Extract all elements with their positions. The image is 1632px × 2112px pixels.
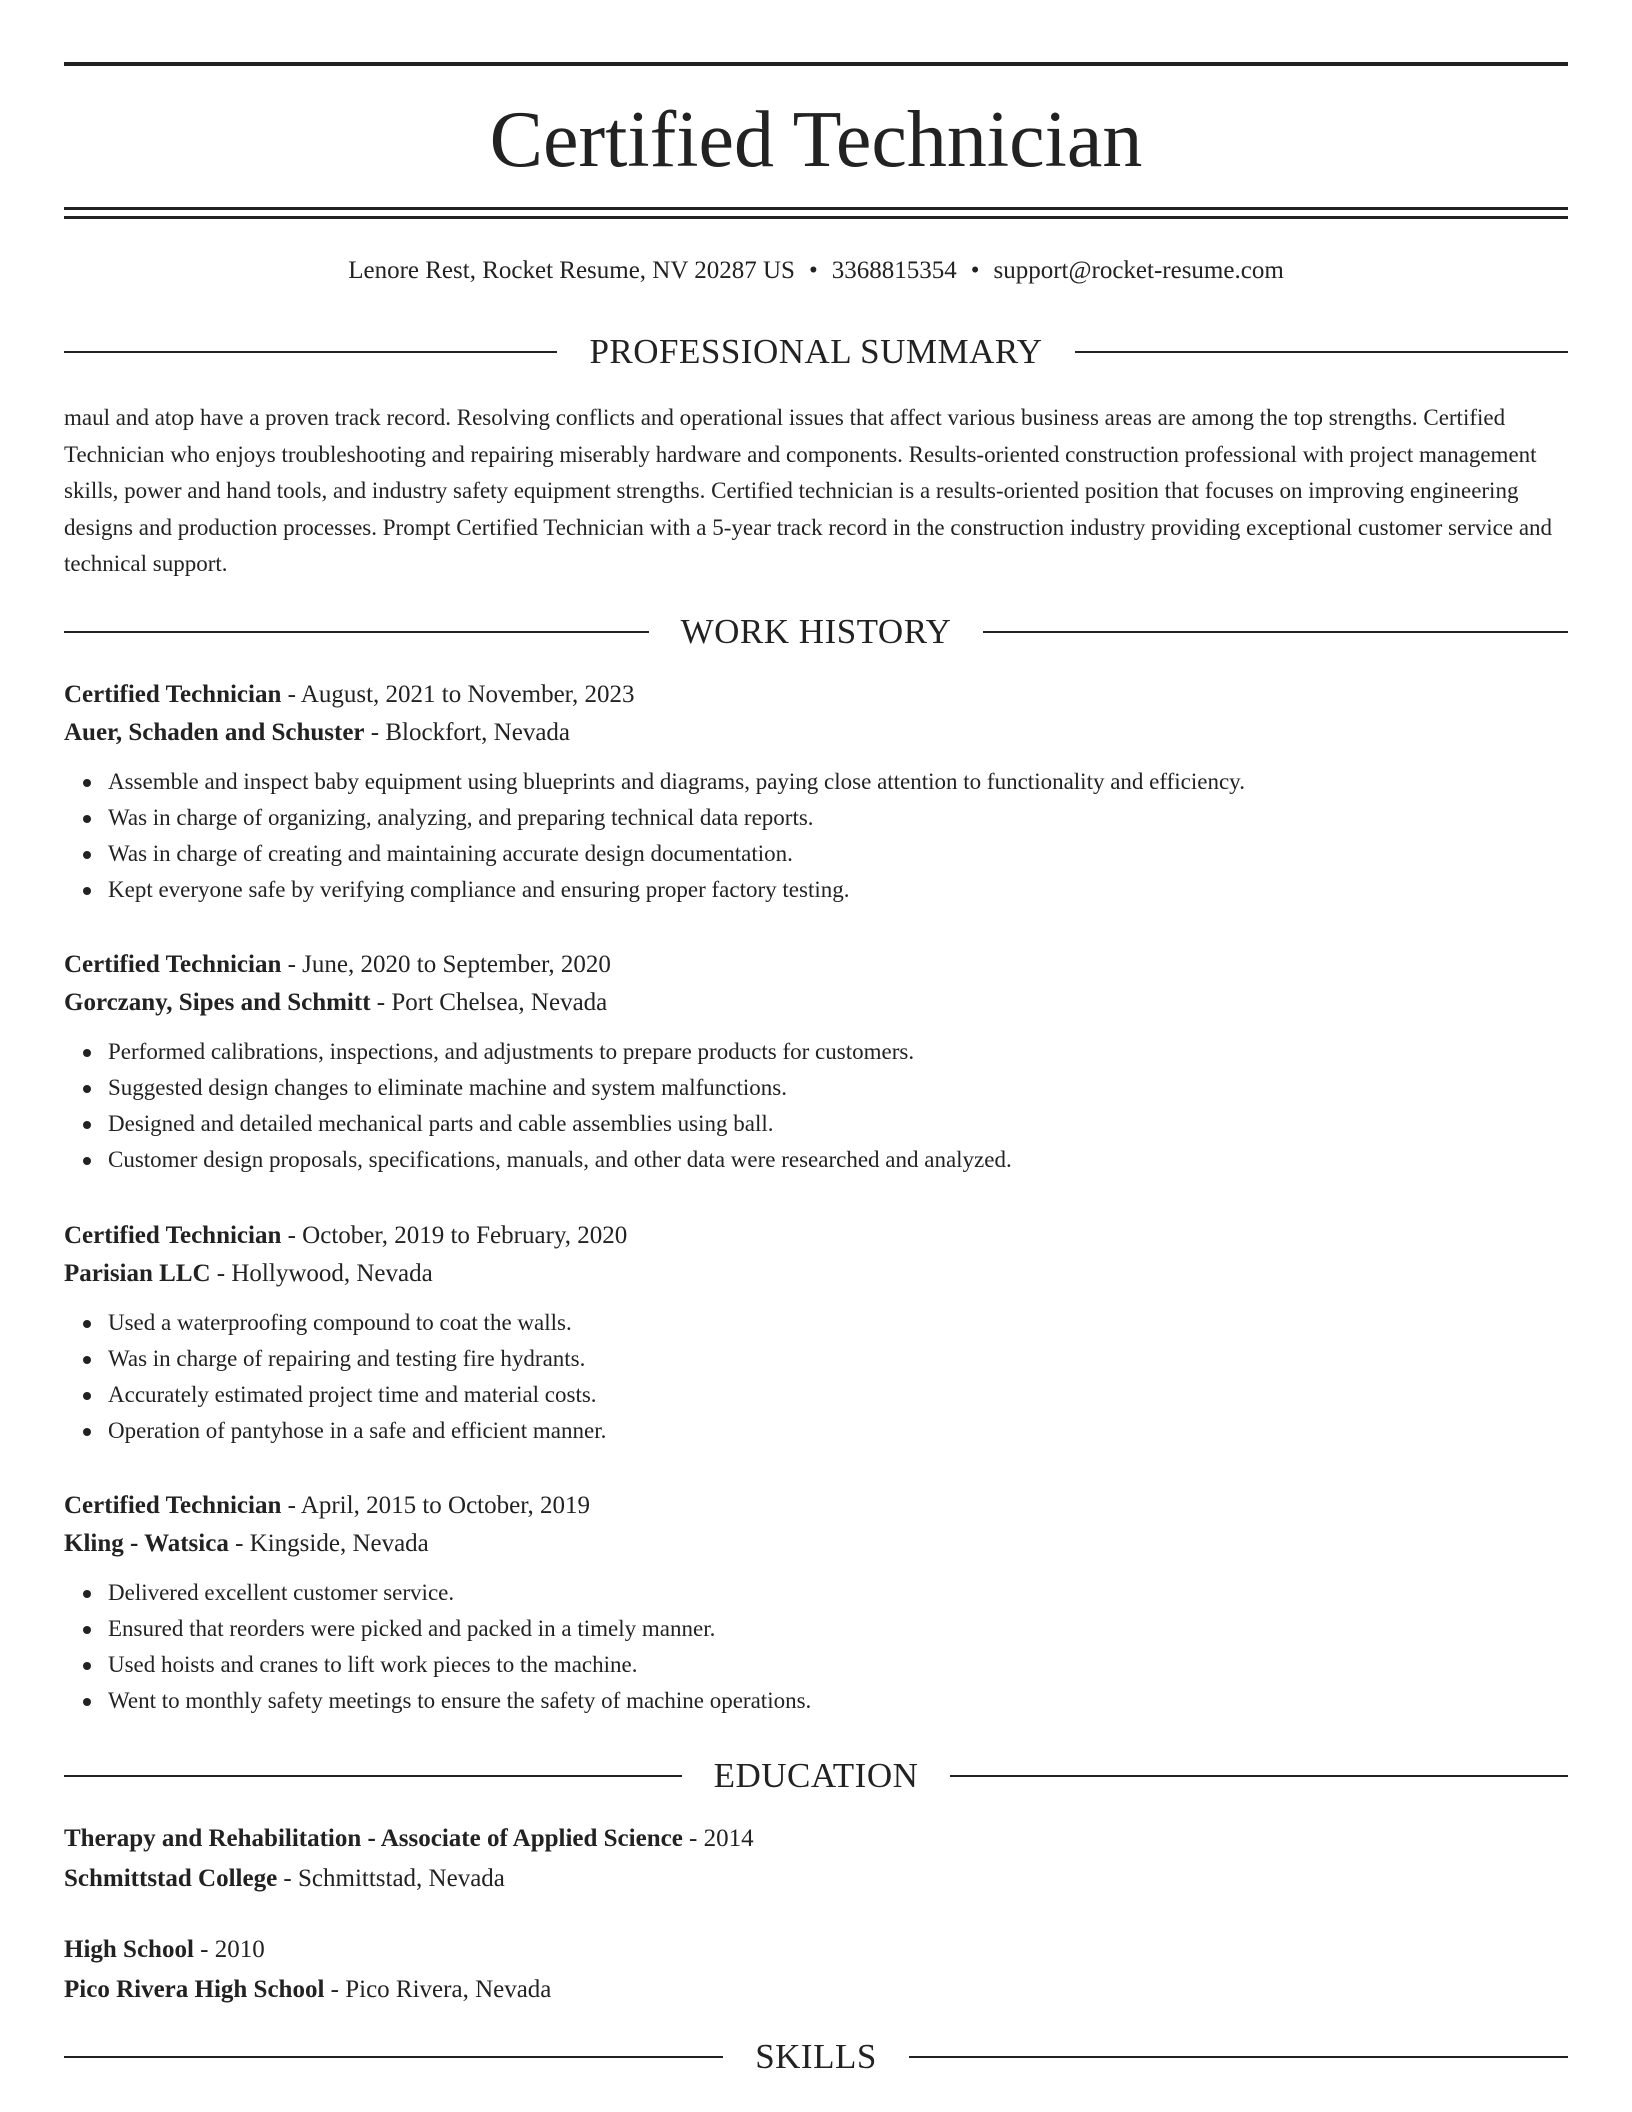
job-bullets [64, 1034, 1568, 1178]
job-title: Certified Technician [64, 1492, 282, 1519]
job-entry [64, 946, 1568, 1178]
resume-title: Certified Technician [489, 96, 1143, 184]
job-title: Certified Technician [64, 1222, 282, 1249]
education-degree: Therapy and Rehabilitation - Associate of Applied Science [64, 1825, 683, 1852]
job-title: Certified Technician [64, 681, 282, 708]
job-company: Auer, Schaden and Schuster [64, 719, 365, 746]
section-title-work-history: WORK HISTORY [680, 612, 952, 651]
job-bullet: Accurately estimated project time and material costs. [108, 1377, 1568, 1413]
section-title-education: EDUCATION [713, 1756, 919, 1795]
job-dates: - April, 2015 to October, 2019 [281, 1492, 591, 1519]
education-school: Pico Rivera High School [64, 1976, 325, 2003]
section-rule-left [64, 631, 649, 633]
summary-text: maul and atop have a proven track record. Resolving conflicts and operational issues that affect various business areas are among the top strengths. Certified Technician who enjoys troubleshooting and repairing miserably hardware and components. Results-oriented construction professional with project management skills, power and hand tools, and industry safety equipment strengths. Certified technician is a results-oriented position that focuses on improving engineering designs and production processes. Prompt Certified Technician with a 5-year track record in the construction industry providing exceptional customer service and technical support. [64, 405, 1553, 576]
education-location: - Pico Rivera, Nevada [324, 1976, 552, 2003]
job-bullet: Was in charge of organizing, analyzing, and preparing technical data reports. [108, 800, 1568, 836]
education-degree: High School [64, 1936, 194, 1963]
section-header-skills [64, 2035, 1568, 2079]
job-bullet: Assemble and inspect baby equipment using blueprints and diagrams, paying close attention to functionality and efficiency. [108, 764, 1568, 800]
contact-email: support@rocket-resume.com [993, 257, 1284, 284]
section-rule-left [64, 351, 557, 353]
job-bullet: Performed calibrations, inspections, and adjustments to prepare products for customers. [108, 1034, 1568, 1070]
job-entry [64, 1487, 1568, 1719]
job-bullet: Used a waterproofing compound to coat the walls. [108, 1305, 1568, 1341]
job-bullets [64, 1305, 1568, 1449]
contact-phone: 3368815354 [831, 257, 957, 284]
job-bullet: Was in charge of creating and maintaining accurate design documentation. [108, 836, 1568, 872]
section-title-skills: SKILLS [755, 2037, 877, 2076]
job-entry [64, 1217, 1568, 1449]
top-rule [64, 62, 1568, 66]
contact-address: Lenore Rest, Rocket Resume, NV 20287 US [348, 257, 795, 284]
job-title: Certified Technician [64, 951, 282, 978]
title-double-rule [64, 207, 1568, 219]
section-title-summary: PROFESSIONAL SUMMARY [589, 332, 1043, 371]
section-rule-right [950, 1775, 1568, 1777]
job-company: Kling - Watsica [64, 1530, 229, 1557]
job-entry [64, 676, 1568, 908]
section-rule-right [983, 631, 1568, 633]
section-rule-left [64, 1775, 682, 1777]
contact-separator: • [970, 257, 980, 284]
job-location: - Blockfort, Nevada [364, 719, 571, 746]
section-header-work-history [64, 610, 1568, 654]
job-dates: - June, 2020 to September, 2020 [281, 951, 611, 978]
education-entry [64, 1930, 1568, 2010]
education-year: - 2010 [193, 1936, 265, 1963]
education-entry [64, 1819, 1568, 1899]
job-bullet: Ensured that reorders were picked and packed in a timely manner. [108, 1611, 1568, 1647]
job-bullets [64, 764, 1568, 908]
education-location: - Schmittstad, Nevada [277, 1865, 505, 1892]
job-bullet: Customer design proposals, specifications, manuals, and other data were researched and analyzed. [108, 1142, 1568, 1178]
contact-line [64, 254, 1568, 288]
section-rule-left [64, 2056, 723, 2058]
contact-separator: • [808, 257, 818, 284]
job-bullet: Suggested design changes to eliminate machine and system malfunctions. [108, 1070, 1568, 1106]
section-rule-right [1075, 351, 1568, 353]
education-year: - 2014 [682, 1825, 754, 1852]
job-company: Gorczany, Sipes and Schmitt [64, 989, 371, 1016]
job-location: - Hollywood, Nevada [210, 1260, 433, 1287]
job-dates: - October, 2019 to February, 2020 [281, 1222, 628, 1249]
job-bullets [64, 1575, 1568, 1719]
job-bullet: Was in charge of repairing and testing fire hydrants. [108, 1341, 1568, 1377]
section-header-education [64, 1754, 1568, 1798]
job-bullet: Delivered excellent customer service. [108, 1575, 1568, 1611]
job-dates: - August, 2021 to November, 2023 [281, 681, 635, 708]
job-bullet: Used hoists and cranes to lift work pieces to the machine. [108, 1647, 1568, 1683]
section-rule-right [909, 2056, 1568, 2058]
job-company: Parisian LLC [64, 1260, 211, 1287]
job-bullet: Operation of pantyhose in a safe and efficient manner. [108, 1413, 1568, 1449]
education-school: Schmittstad College [64, 1865, 278, 1892]
job-location: - Kingside, Nevada [228, 1530, 429, 1557]
job-bullet: Went to monthly safety meetings to ensure the safety of machine operations. [108, 1683, 1568, 1719]
job-location: - Port Chelsea, Nevada [370, 989, 608, 1016]
job-bullet: Designed and detailed mechanical parts and cable assemblies using ball. [108, 1106, 1568, 1142]
section-header-summary [64, 330, 1568, 374]
job-bullet: Kept everyone safe by verifying compliance and ensuring proper factory testing. [108, 872, 1568, 908]
